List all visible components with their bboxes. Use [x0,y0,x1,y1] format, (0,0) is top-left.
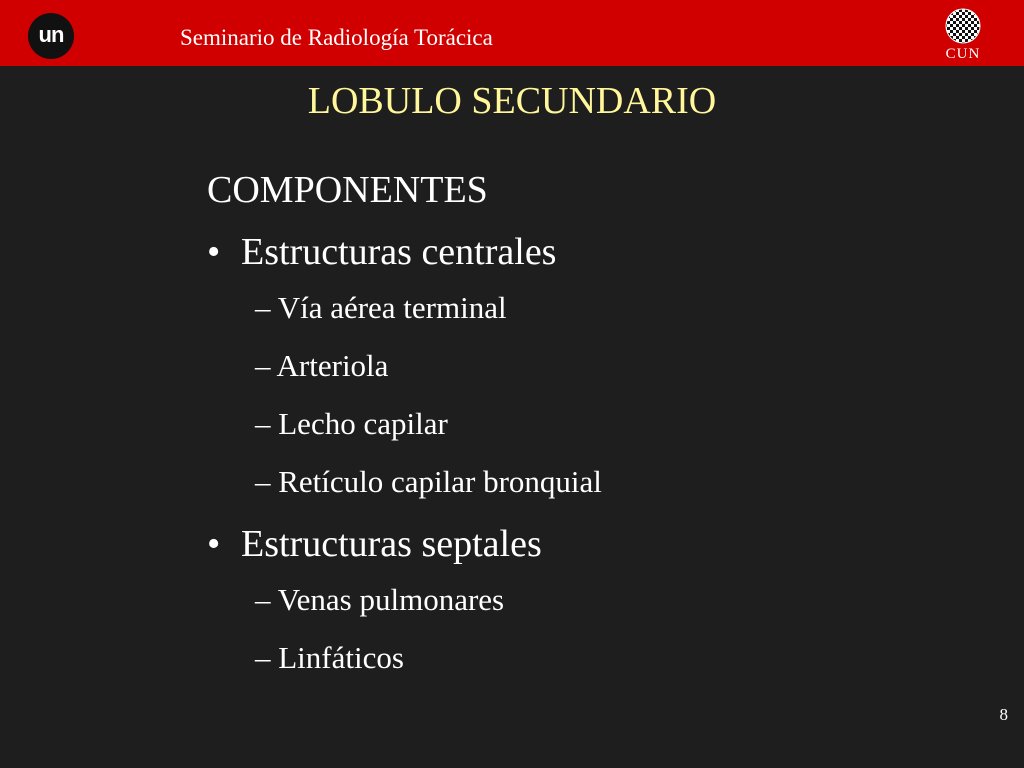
bullet-dot: • [207,231,221,273]
sub-item: – Linfáticos [255,640,404,675]
sub-item: – Venas pulmonares [255,582,505,617]
section-heading: COMPONENTES [207,169,488,211]
checkered-globe-icon [938,6,988,48]
sub-item: – Arteriola [255,348,389,383]
bullet-item [207,522,602,566]
bullet-dot: • [207,523,221,565]
un-logo-text: un [38,21,64,47]
cun-logo-text: CUN [945,46,981,62]
sub-item: – Vía aérea terminal [255,290,507,325]
bullet-item [207,230,602,274]
header-title: Seminario de Radiología Torácica [180,25,493,50]
sub-item: – Retículo capilar bronquial [255,464,602,499]
slide-title: LOBULO SECUNDARIO [307,80,717,122]
slide-content [207,168,602,698]
page-number: 8 [999,705,1008,724]
sub-item: – Lecho capilar [255,406,448,441]
header-bar [0,0,1024,66]
cun-logo [938,6,988,64]
un-logo [28,13,74,59]
bullet-label: Estructuras centrales [241,231,557,273]
bullet-label: Estructuras septales [241,523,542,565]
